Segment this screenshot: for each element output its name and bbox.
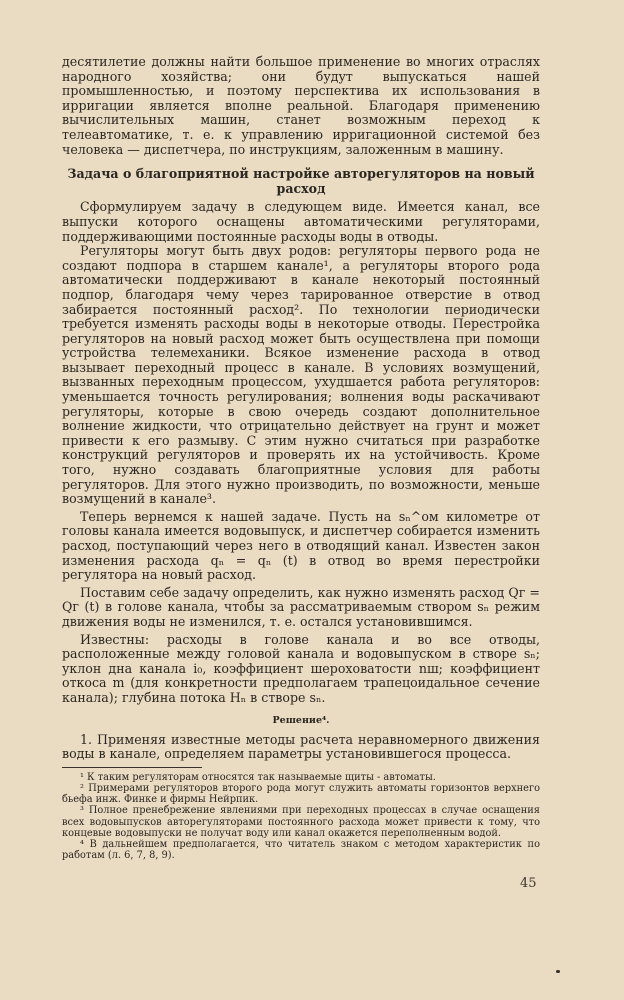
footnote-1: ¹ К таким регуляторам относятся так называемые щиты - автоматы. (80, 771, 436, 783)
ink-speck (556, 970, 560, 973)
paragraph-return-to-task: Теперь вернемся к нашей задаче. Пусть на sₙ^ом километре от головы канала имеется водовыпуск, и диспетчер собирается изменить расход, поступающий через него в отводящий канал. Известен закон изменения расхода qₙ = qₙ (t) в отвод во время перестройки регулятора на новый расход. (62, 508, 540, 583)
solution-step-1: 1. Применяя известные методы расчета неравномерного движения воды в канале, определяем параметры установившегося процесса. (62, 731, 540, 762)
paragraph-known-values: Известны: расходы в голове канала и во все отводы, расположенные между головой канала и водовыпуском в створе sₙ; уклон дна канала i₀, коэффициент шероховатости nш; коэффициент откоса m (для конкретности предполагаем трапецоидальное сечение канала); глубина потока Hₙ в створе sₙ. (62, 631, 540, 705)
page-content (62, 55, 540, 861)
footnote-3: ³ Полное пренебрежение явлениями при переходных процессах в случае оснащения всех водовыпусков авторегуляторами постоянного расхода может привести к тому, что концевые водовыпуски не получат воду или канал окажется переполненным водой. (62, 805, 540, 839)
footnote-divider (62, 767, 202, 768)
solution-heading: Решение⁴. (272, 714, 330, 726)
paragraph-regulator-types: Регуляторы могут быть двух родов: регуляторы первого рода не создают подпора в старшем канале¹, а регуляторы второго рода автоматически поддерживают в канале некоторый постоянный подпор, благодаря чему через тарированное отверстие в отвод забирается постоянный расход². По технологии периодически требуется изменять расходы воды в некоторые отводы. Перестройка регуляторов на новый расход может быть осуществлена при помощи устройства телемеханики. Всякое изменение расхода в отвод вызывает переходный процесс в канале. В условиях возмущений, вызванных переходным процессом, ухудшается работа регуляторов: уменьшается точность регулирования; волнения воды раскачивают регуляторы, которые в свою очередь создают дополнительное волнение жидкости, что отрицательно действует на грунт и может привести к его размыву. С этим нужно считаться при разработке конструкций регуляторов и проверять их на устойчивость. Кроме того, нужно создавать благоприятные условия для работы регуляторов. Для этого нужно производить, по возможности, меньше возмущений в канале³. (62, 243, 540, 507)
section-title: Задача о благоприятной настройке авторегуляторов на новый расход (67, 166, 535, 196)
paragraph-task-statement: Сформулируем задачу в следующем виде. Имеется канал, все выпуски которого оснащены автоматическими регуляторами, поддерживающими постоянные расходы воды в отводы. (62, 199, 540, 244)
page-number: 45 (520, 876, 537, 891)
paragraph-goal: Поставим себе задачу определить, как нужно изменять расход Qг = Qг (t) в голове канала, чтобы за рассматриваемым створом sₙ режим движения воды не изменился, т. е. остался установившимся. (62, 584, 540, 629)
intro-paragraph: десятилетие должны найти большое применение во многих отраслях народного хозяйства; они будут выпускаться нашей промышленностью, и поэтому перспектива их использования в ирригации является вполне реальной. Благодаря применению вычислительных машин, станет возможным переход к телеавтоматике, т. е. к управлению ирригационной системой без человека — диспетчера, по инструкциям, заложенным в машину. (62, 54, 540, 157)
footnote-2: ² Примерами регуляторов второго рода могут служить автоматы горизонтов верхнего бьефа инж. Финке и фирмы Нейрпик. (62, 782, 540, 806)
footnote-4: ⁴ В дальнейшем предполагается, что читатель знаком с методом характеристик по работам (л. 6, 7, 8, 9). (62, 838, 540, 862)
